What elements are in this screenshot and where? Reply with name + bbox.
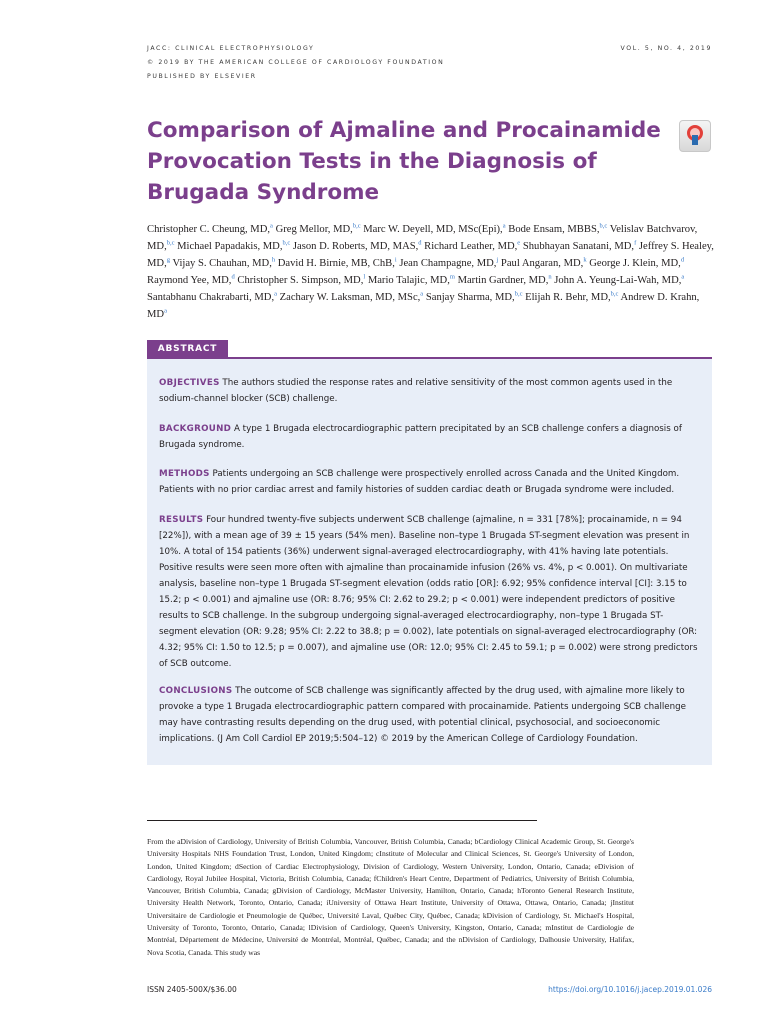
author-name: Santabhanu Chakrabarti, MD, bbox=[147, 291, 275, 303]
article-title: Comparison of Ajmaline and Procainamide Provocation Tests in the Diagnosis of Brugada Syndrome bbox=[147, 118, 661, 205]
abstract-background bbox=[159, 421, 701, 453]
author-name: Jeffrey S. Healey, MD, bbox=[147, 240, 714, 269]
author-name: Velislav Batchvarov, MD, bbox=[147, 224, 698, 252]
author-name: Jason D. Roberts, MD, MAS, bbox=[292, 240, 419, 252]
abstract-methods bbox=[159, 466, 701, 498]
author-affiliation-marker[interactable]: a bbox=[681, 273, 685, 281]
author-name: Elijah R. Behr, MD, bbox=[525, 291, 611, 303]
abstract-conclusions bbox=[159, 683, 701, 747]
methods-text: Patients undergoing an SCB challenge were prospectively enrolled across Canada and the United Kingdom. Patients with no prior cardiac arrest and family histories of sudden cardiac death or Brugada syndrome were included. bbox=[159, 469, 680, 495]
author-affiliation-marker[interactable]: b,c bbox=[610, 290, 619, 298]
author-name: Christopher S. Simpson, MD, bbox=[237, 274, 364, 286]
author bbox=[237, 275, 365, 286]
results-text: Four hundred twenty-five subjects underwent SCB challenge (ajmaline, n = 331 [78%]; procainamide, n = 94 [22%]), with a mean age of 39 ± 15 years (54% men). Baseline non–type 1 Brugada ST-segment elevation was present in 10%. A total of 154 patients (36%) underwent signal-averaged electrocardiography, with 41% having late potentials. Positive results were seen more often with ajmaline than procainamide infusion (26% vs. 4%, p < 0.001). On multivariate analysis, baseline non–type 1 Brugada ST-segment elevation (odds ratio [OR]: 6.92; 95% confidence interval [CI]: 3.15 to 15.2; p < 0.001) and ajmaline use (OR: 8.76; 95% CI: 2.62 to 29.2; p < 0.001) were independent predictors of positive results to SCB challenge. In the subgroup undergoing signal-averaged electrocardiography, non–type 1 Brugada ST-segment elevation (OR: 9.28; 95% CI: 2.22 to 38.8; p = 0.002), late potentials on signal-averaged electrocardiography (OR: 4.32; 95% CI: 1.50 to 12.5; p = 0.007), and ajmaline use (OR: 12.0; 95% CI: 2.45 to 59.1; p = 0.002) were strong predictors of SCB outcome. bbox=[159, 515, 698, 669]
author-affiliation-marker[interactable]: k bbox=[583, 256, 587, 264]
author-affiliation-marker[interactable]: a bbox=[270, 222, 273, 230]
doi-link[interactable]: https://doi.org/10.1016/j.jacep.2019.01.026 bbox=[548, 985, 712, 994]
author-affiliation-marker[interactable]: g bbox=[166, 256, 170, 264]
author-name: Shubhayan Sanatani, MD, bbox=[522, 240, 635, 252]
author bbox=[147, 275, 235, 286]
author bbox=[368, 275, 455, 286]
author-affiliation-marker[interactable]: b,c bbox=[166, 239, 175, 247]
author bbox=[293, 241, 422, 252]
author-affiliation-marker[interactable]: b,c bbox=[514, 290, 523, 298]
footnote-rule bbox=[147, 820, 537, 821]
author-affiliation-marker[interactable]: d bbox=[680, 256, 685, 264]
author bbox=[147, 224, 273, 235]
bookmark-icon bbox=[692, 135, 698, 145]
author bbox=[363, 224, 505, 235]
author bbox=[523, 241, 636, 252]
copyright-line: © 2019 BY THE AMERICAN COLLEGE OF CARDIOLOGY FOUNDATION bbox=[147, 59, 445, 66]
author-name: Richard Leather, MD, bbox=[424, 240, 518, 252]
abstract-label: ABSTRACT bbox=[147, 340, 228, 358]
author-name: Marc W. Deyell, MD, MSc(Epi), bbox=[363, 224, 503, 235]
author-affiliation-marker[interactable]: b,c bbox=[352, 222, 361, 230]
journal-name: JACC: CLINICAL ELECTROPHYSIOLOGY bbox=[147, 45, 315, 52]
author bbox=[276, 224, 361, 235]
author-name: David H. Birnie, MB, ChB, bbox=[277, 257, 395, 269]
author-list bbox=[147, 222, 717, 323]
author-affiliation-marker[interactable]: i bbox=[394, 256, 397, 264]
author-name: Sanjay Sharma, MD, bbox=[425, 291, 515, 303]
author bbox=[424, 241, 520, 252]
author-affiliation-marker[interactable]: a bbox=[502, 222, 506, 230]
author-name: Raymond Yee, MD, bbox=[147, 274, 232, 286]
author-name: Bode Ensam, MBBS, bbox=[508, 224, 600, 235]
crossmark-icon[interactable] bbox=[679, 120, 711, 152]
abstract-objectives bbox=[159, 375, 701, 407]
results-heading: RESULTS bbox=[159, 515, 204, 525]
author-affiliation-marker[interactable]: m bbox=[449, 273, 455, 281]
author-name: Zachary W. Laksman, MD, MSc, bbox=[279, 291, 421, 303]
abstract-results bbox=[159, 512, 701, 672]
author bbox=[525, 292, 618, 303]
author-name: Paul Angaran, MD, bbox=[500, 257, 584, 269]
methods-heading: METHODS bbox=[159, 469, 210, 479]
author bbox=[426, 292, 523, 303]
background-heading: BACKGROUND bbox=[159, 424, 232, 434]
background-text: A type 1 Brugada electrocardiographic pattern precipitated by an SCB challenge confers a diagnosis of Brugada syndrome. bbox=[159, 424, 682, 450]
author-affiliation-marker[interactable]: b,c bbox=[282, 239, 291, 247]
author-affiliation-marker[interactable]: n bbox=[548, 273, 552, 281]
author bbox=[177, 241, 290, 252]
author bbox=[147, 292, 277, 303]
author-name: Vijay S. Chauhan, MD, bbox=[172, 257, 272, 269]
author-affiliation-marker[interactable]: e bbox=[517, 239, 521, 247]
author bbox=[554, 275, 684, 286]
author-name: Andrew D. Krahn, MD bbox=[147, 291, 700, 320]
author-affiliation-marker[interactable]: d bbox=[231, 273, 235, 281]
author bbox=[508, 224, 607, 235]
author bbox=[278, 258, 397, 269]
author-name: Jean Champagne, MD, bbox=[399, 257, 497, 269]
author-name: John A. Yeung-Lai-Wah, MD, bbox=[554, 274, 682, 286]
author-name: Martin Gardner, MD, bbox=[457, 274, 549, 286]
author bbox=[589, 258, 684, 269]
objectives-text: The authors studied the response rates and relative sensitivity of the most common agents used in the sodium-channel blocker (SCB) challenge. bbox=[159, 378, 673, 404]
author-affiliation-marker[interactable]: l bbox=[363, 273, 366, 281]
author-name: Mario Talajic, MD, bbox=[367, 274, 450, 286]
author-affiliation-marker[interactable]: a bbox=[274, 290, 277, 298]
conclusions-text: The outcome of SCB challenge was significantly affected by the drug used, with ajmaline more likely to provoke a type 1 Brugada electrocardiographic pattern compared with procainamide. Patients undergoing SCB challenge may have contrasting results depending on the drug used, with potential clinical, psychosocial, and socioeconomic implications. (J Am Coll Cardiol EP 2019;5:504–12) © 2019 by the American College of Cardiology Foundation. bbox=[159, 686, 687, 744]
author bbox=[501, 258, 587, 269]
author bbox=[399, 258, 498, 269]
author-name: Michael Papadakis, MD, bbox=[177, 240, 283, 252]
publisher-line: PUBLISHED BY ELSEVIER bbox=[147, 73, 257, 80]
author-affiliation-marker[interactable]: b,c bbox=[599, 222, 608, 230]
volume-issue: VOL. 5, NO. 4, 2019 bbox=[620, 45, 712, 52]
author-affiliation-marker[interactable]: f bbox=[634, 239, 637, 247]
author-affiliation-marker[interactable]: a bbox=[420, 290, 424, 298]
author-name: Christopher C. Cheung, MD, bbox=[147, 224, 271, 235]
author-affiliation-marker[interactable]: h bbox=[271, 256, 276, 264]
conclusions-heading: CONCLUSIONS bbox=[159, 686, 233, 696]
author-affiliation-marker[interactable]: a bbox=[164, 307, 167, 314]
author-name: George J. Klein, MD, bbox=[589, 257, 681, 269]
affiliations-footnote: From the aDivision of Cardiology, University of British Columbia, Vancouver, British Columbia, Canada; bCardiology Clinical Academic Group, St. George's University Hospitals NHS Foundation Trust, London, United Kingdom; cInstitute of Molecular and Clinical Sciences, St. George's University of London, London, United Kingdom; dSection of Cardiac Electrophysiology, Division of Cardiology, Western University, London, Ontario, Canada; eDivision of Cardiology, Royal Jubilee Hospital, Victoria, British Columbia, Canada; fChildren's Heart Centre, Department of Pediatrics, University of British Columbia, Vancouver, British Columbia, Canada; gDivision of Cardiology, McMaster University, Hamilton, Ontario, Canada; hToronto General Research Institute, University Health Network, Toronto, Ontario, Canada; iUniversity of Ottawa Heart Institute, University of Ottawa, Ottawa, Ontario, Canada; jInstitut Universitaire de Cardiologie et Pneumologie de Québec, Université Laval, Québec City, Québec, Canada; kDivision of Cardiology, St. Michael's Hospital, University of Toronto, Toronto, Ontario, Canada; lDivision of Cardiology, Queen's University, Kingston, Ontario, Canada; mInstitut de Cardiologie de Montréal, Département de Médecine, Université de Montréal, Montréal, Québec, Canada; and the nDivision of Cardiology, Dalhousie University, Halifax, Nova Scotia, Canada. This study was bbox=[147, 837, 634, 957]
author bbox=[172, 258, 275, 269]
author-name: Greg Mellor, MD, bbox=[275, 224, 353, 235]
author-affiliation-marker[interactable]: j bbox=[496, 256, 499, 264]
objectives-heading: OBJECTIVES bbox=[159, 378, 220, 388]
author-affiliation-marker[interactable]: d bbox=[418, 239, 422, 247]
author bbox=[280, 292, 424, 303]
issn-line: ISSN 2405-500X/$36.00 bbox=[147, 985, 237, 994]
author bbox=[458, 275, 552, 286]
